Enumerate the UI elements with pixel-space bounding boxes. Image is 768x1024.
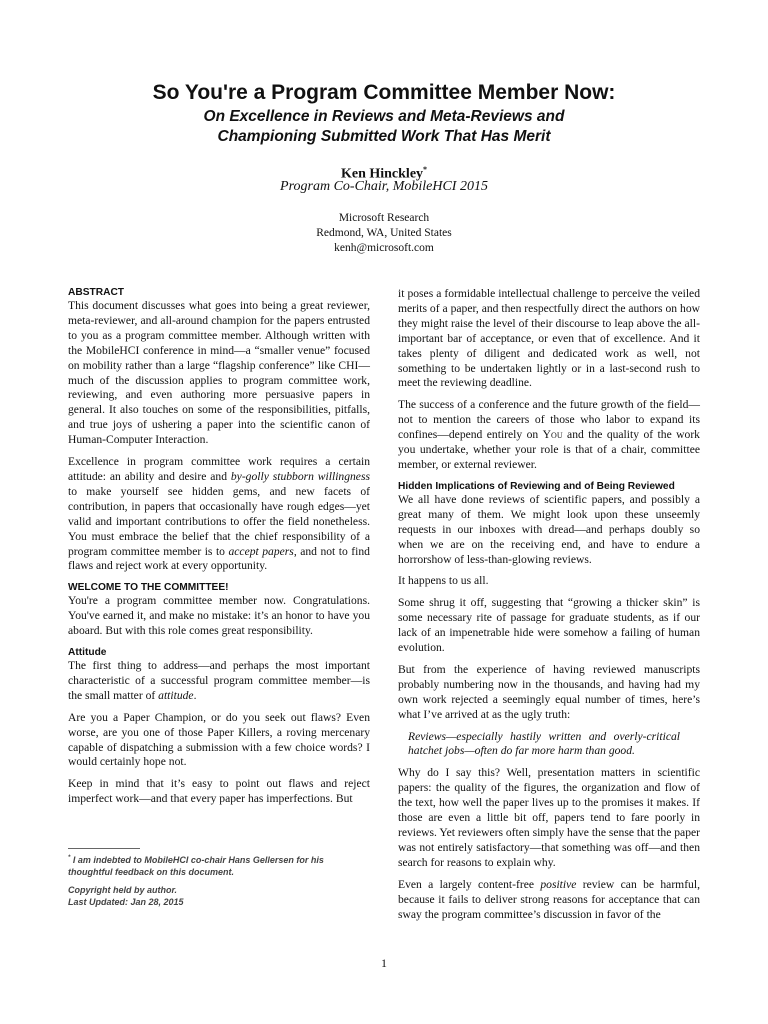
positive-text-b: review can be harmful, because it fails to deliver strong reasons for acceptance that can sway the program committee’s discussion in favor of the — [398, 877, 700, 921]
subtitle-line-1: On Excellence in Reviews and Meta-Reviews and — [203, 108, 565, 125]
excellence-text-c: , and not to find flaws and reject work at every opportunity. — [68, 544, 370, 573]
footnote-divider — [68, 848, 140, 849]
subtitle-line-2: Championing Submitted Work That Has Merit — [217, 128, 551, 145]
attitude-heading: Attitude — [68, 647, 107, 659]
author-affiliation — [0, 211, 768, 256]
copyright-notice — [68, 884, 370, 908]
copyright-line: Copyright held by author. — [68, 885, 178, 895]
excellence-text-b: to make yourself see hidden gems, and new facets of contribution, in papers that occasionally have rough edges—yet valid and important contributions to offer the field nonetheless. You must embrace the belief that the chief responsibility of a program committee member is to — [68, 484, 370, 558]
keep-in-mind-paragraph: Keep in mind that it’s easy to point out flaws and reject imperfect work—and that every paper has imperfections. But — [68, 777, 370, 806]
last-updated-line: Last Updated: Jan 28, 2015 — [68, 897, 184, 907]
positive-text-a: Even a largely content-free — [398, 877, 541, 891]
welcome-paragraph: You're a program committee member now. Congratulations. You've earned it, and make no mistake: it’s an honor to have you aboard. But with this role comes great responsibility. — [68, 594, 370, 638]
positive-review-paragraph — [398, 878, 700, 923]
affiliation-org: Microsoft Research — [338, 212, 430, 224]
ugly-truth-quote: Reviews—especially hastily written and overly-critical hatchet jobs—often do far more harm than good. — [408, 729, 680, 758]
abstract-heading: ABSTRACT — [68, 287, 125, 298]
abstract-paragraph: This document discusses what goes into being a great reviewer, meta-reviewer, and all-around champion for the papers entrusted to you as a program committee member. Although written with the MobileHCI conference in mind—a “smaller venue” focused on mobility rather than a large “flagship conference” like CHI—much of the discussion applies to program committee work, reviewing, and even authoring more persuasive papers in general. It also touches on some of the responsibilities, pitfalls, and true joys of ushering a paper into the scientific canon of Human-Computer Interaction. — [68, 299, 370, 447]
hidden-implications-paragraph: We all have done reviews of scientific papers, and possibly a great many of them. We might look upon these unseemly requests in our inboxes with dread—and perhaps doubly so when we are on the receiving end, and have to endure a horrorshow of less-than-glowing reviews. — [398, 492, 700, 566]
attitude-emphasis: attitude — [158, 688, 194, 702]
right-column — [398, 287, 700, 929]
author-name-text: Ken Hinckley — [340, 166, 424, 182]
experience-paragraph: But from the experience of having reviewed manuscripts probably numbering now in the thousands, and having had my own work rejected a seemingly equal number of times, here’s what I’ve arrived at as the ugly truth: — [398, 662, 700, 721]
shrug-paragraph: Some shrug it off, suggesting that “growing a thicker skin” is some necessary rite of passage for graduate students, as if our lack of an impenetrable hide were somehow a failing of human evolution. — [398, 596, 700, 655]
success-text-a: The success of a conference and the future growth of the field—not to mention the careers of those who labor to expand its confines—depend entirely on — [398, 398, 700, 442]
excellence-emphasis-1: by-golly stubborn willingness — [230, 469, 370, 483]
excellence-text-a: Excellence in program committee work requires a certain attitude: an ability and desire and — [68, 455, 370, 483]
success-you: You — [542, 428, 563, 442]
author-email: kenh@microsoft.com — [334, 242, 434, 254]
positive-emphasis: positive — [540, 877, 577, 891]
paper-subtitle — [0, 107, 768, 147]
author-role: Program Co-Chair, MobileHCI 2015 — [280, 179, 488, 194]
excellence-paragraph — [68, 455, 370, 574]
challenge-paragraph: it poses a formidable intellectual challenge to perceive the veiled merits of a paper, and then respectfully direct the authors on how they might raise the level of their discourse to leap above the all-important bar of acceptance, or even that of excellence. And it takes plenty of diligent and dedicated work as well, not something to be undertaken lightly or in a last-second rush to meet the reviewing deadline. — [398, 287, 700, 390]
footnote-text: I am indebted to MobileHCI co-chair Hans Gellersen for his thoughtful feedback on this document. — [68, 855, 324, 877]
champion-paragraph: Are you a Paper Champion, or do you seek out flaws? Even worse, are you one of those Paper Killers, a roving mercenary capable of dispatching a submission with a few choice words? I would certainly hope not. — [68, 710, 370, 769]
footnote — [68, 852, 370, 878]
attitude-text-a: The first thing to address—and perhaps the most important characteristic of a successful program committee member—is the small matter of — [68, 659, 370, 702]
author-footnote-mark: * — [423, 165, 428, 174]
excellence-emphasis-2: accept papers — [228, 544, 294, 558]
welcome-heading: WELCOME TO THE COMMITTEE! — [68, 582, 229, 594]
why-paragraph: Why do I say this? Well, presentation matters in scientific papers: the quality of the figures, the organization and flow of the text, how well the paper lives up to the promises it makes. If those are even a little bit off, papers tend to fare poorly in reviews. Yet reviewers often simply have the sense that the paper was not entirely satisfactory—that something was off—and then search for reasons to explain why. — [398, 766, 700, 869]
happens-paragraph: It happens to us all. — [398, 574, 489, 588]
hidden-implications-heading: Hidden Implications of Reviewing and of Being Reviewed — [398, 480, 675, 492]
attitude-text-b: . — [193, 688, 197, 702]
success-text-b: and the quality of the work you undertake, whether your role is that of a chair, committee member, or external reviewer. — [398, 428, 700, 471]
footnote-mark: * — [68, 855, 71, 861]
paper-title: So You're a Program Committee Member Now: — [152, 81, 616, 104]
success-paragraph — [398, 398, 700, 473]
attitude-paragraph — [68, 659, 370, 704]
affiliation-location: Redmond, WA, United States — [316, 227, 452, 239]
page-number: 1 — [381, 956, 387, 970]
left-column — [68, 284, 370, 814]
